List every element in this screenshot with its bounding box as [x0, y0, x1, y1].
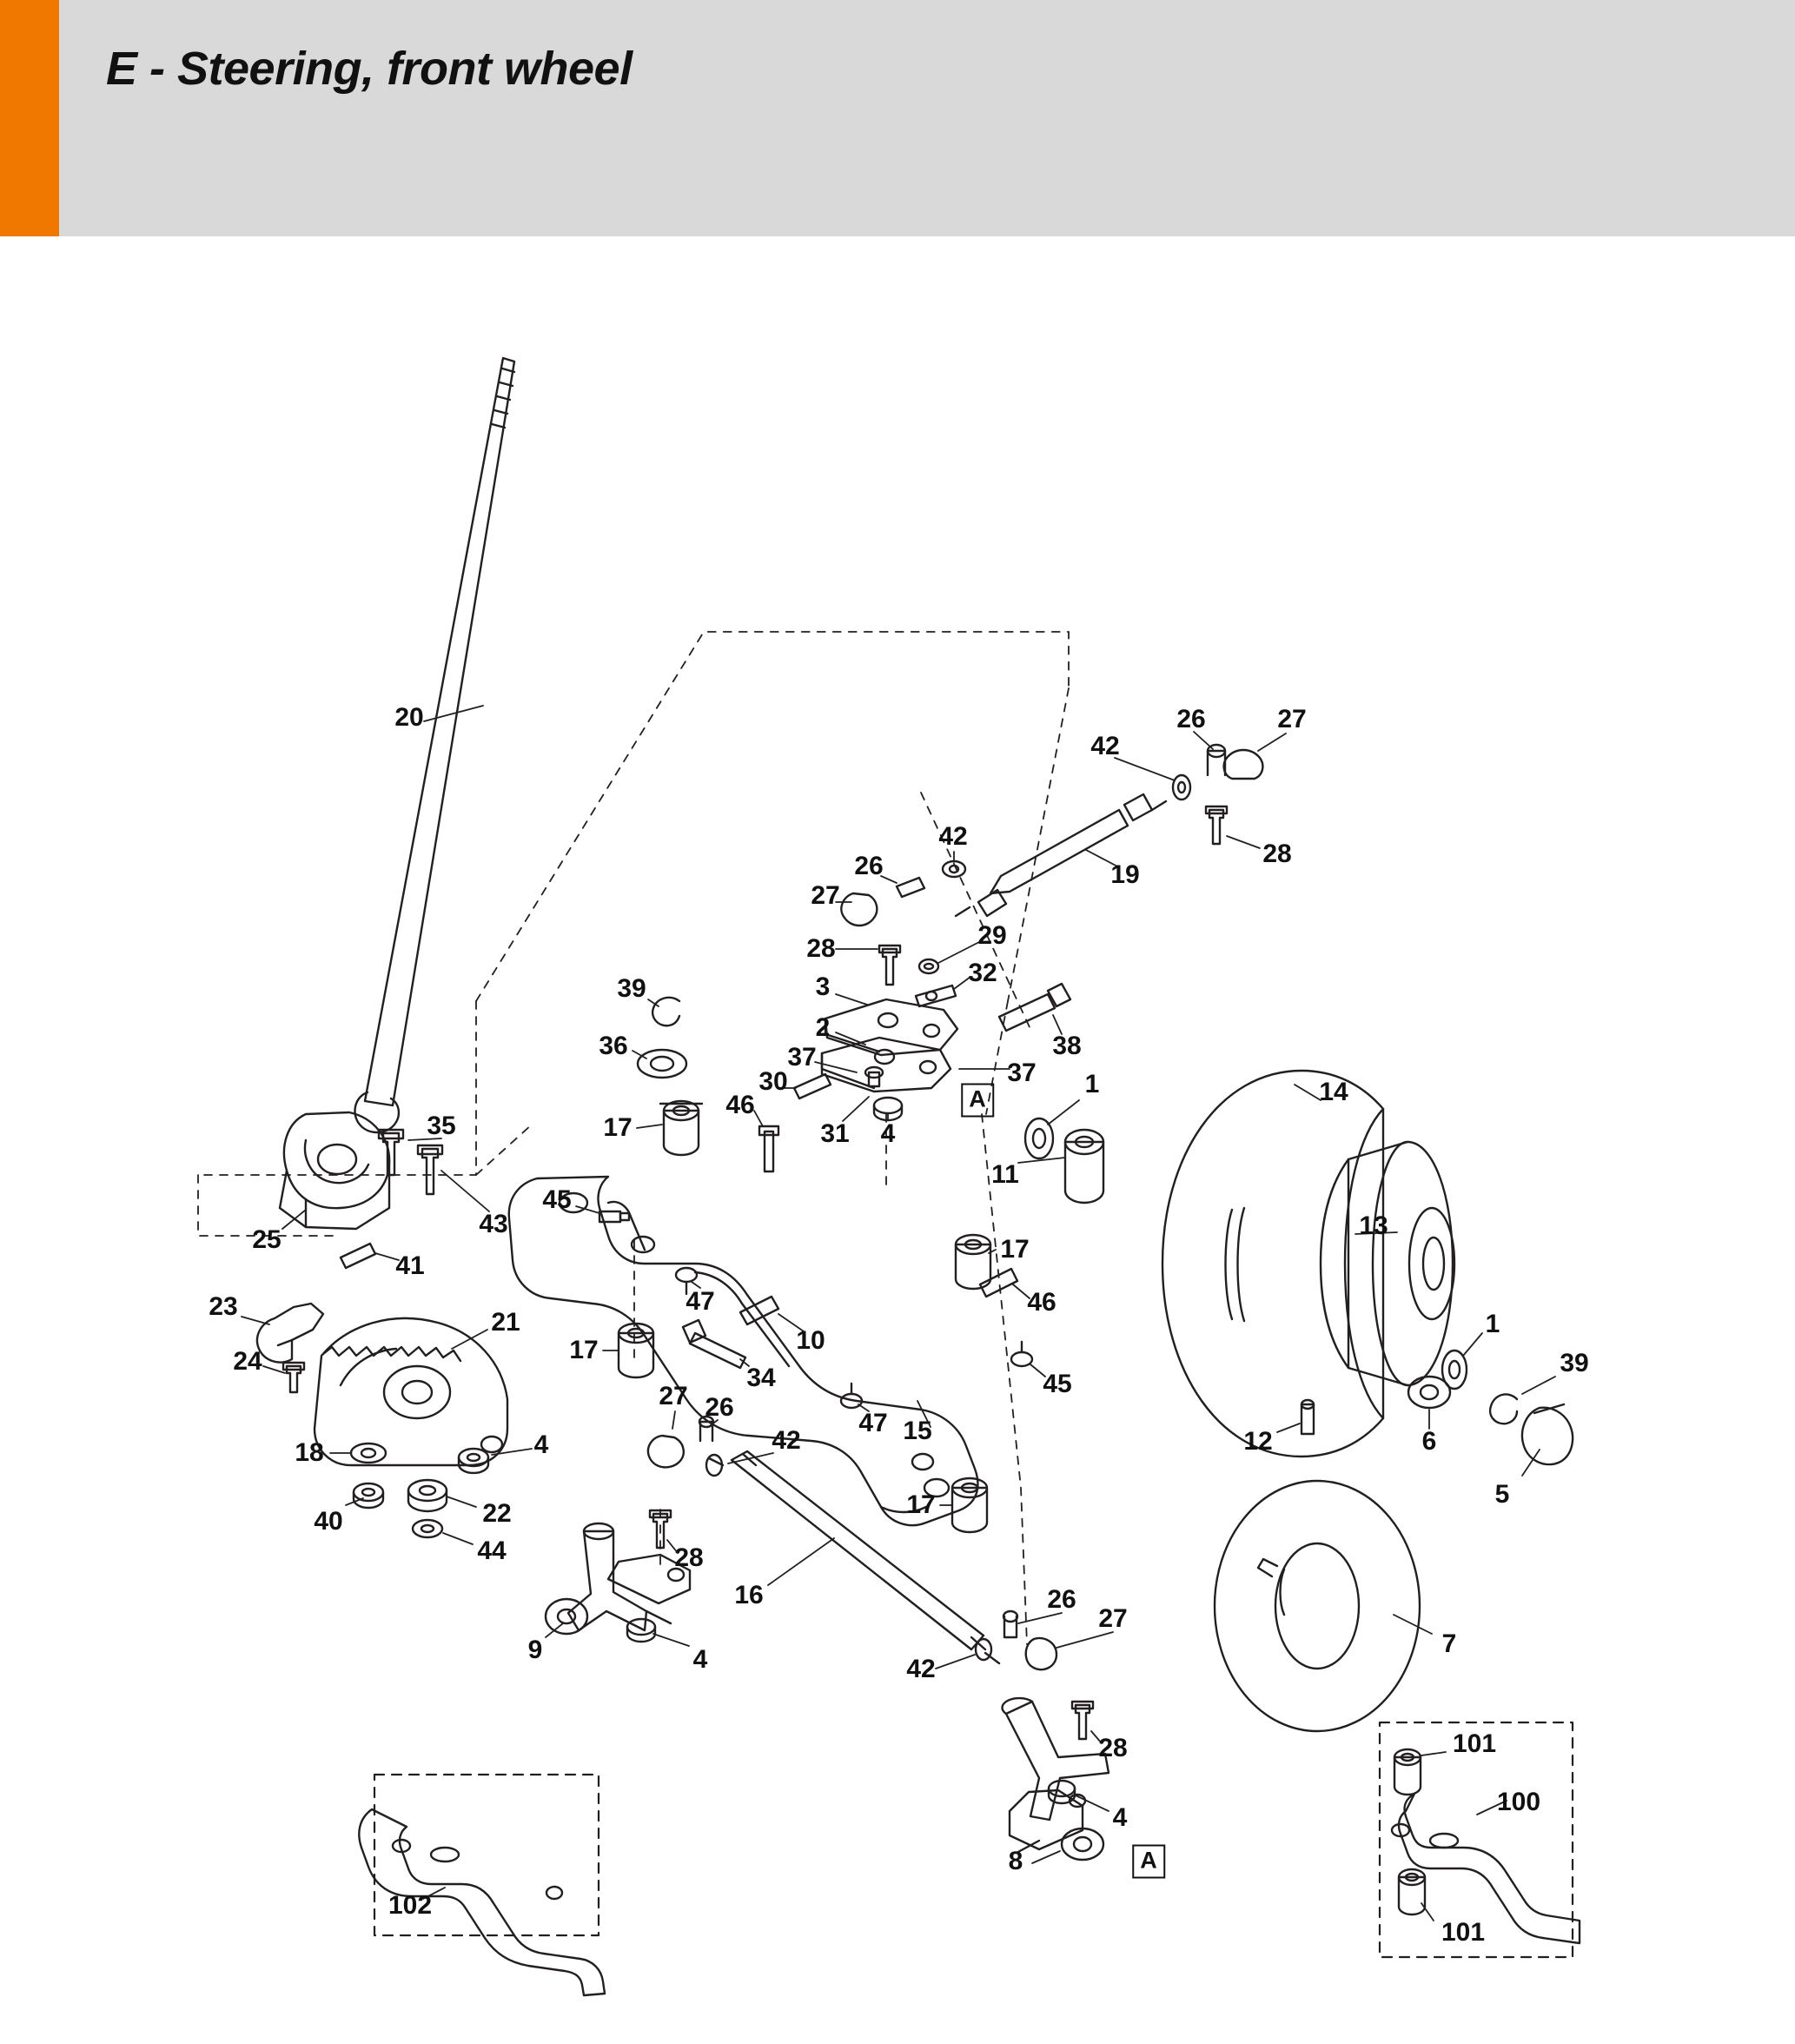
callout-43: 43 — [479, 1210, 508, 1238]
callout-1-b: 1 — [1485, 1310, 1500, 1338]
leader-31 — [843, 1097, 869, 1121]
leader-24 — [263, 1366, 285, 1373]
part-42-washer-c — [706, 1455, 722, 1476]
callout-47-a: 47 — [686, 1287, 715, 1316]
callout-31: 31 — [820, 1119, 850, 1148]
part-38-bolt — [999, 984, 1070, 1031]
callout-4-d: 4 — [1112, 1803, 1128, 1832]
leader-16 — [768, 1538, 834, 1585]
leader-23 — [242, 1317, 269, 1324]
callout-42-c: 42 — [772, 1426, 801, 1455]
section-marker-a-2: A — [1132, 1845, 1165, 1879]
parts-diagram — [0, 236, 1795, 2044]
callout-34: 34 — [746, 1364, 776, 1392]
callout-28-c: 28 — [674, 1543, 704, 1572]
callout-4-c: 4 — [692, 1645, 708, 1674]
leader-27d — [1056, 1632, 1113, 1648]
assembly-reference-outline — [198, 632, 1072, 1644]
leader-8 — [1032, 1851, 1060, 1863]
part-19-tie-rod — [956, 794, 1166, 916]
callout-101-b: 101 — [1441, 1918, 1486, 1947]
callout-39-a: 39 — [617, 974, 646, 1003]
leader-101a — [1421, 1752, 1446, 1755]
callout-20: 20 — [394, 703, 424, 732]
callout-2: 2 — [815, 1013, 831, 1042]
callout-12: 12 — [1243, 1427, 1273, 1456]
leader-42d — [936, 1655, 975, 1669]
part-42-washer-a — [1173, 775, 1190, 800]
callout-19: 19 — [1110, 860, 1140, 889]
part-30-screw — [794, 1074, 831, 1098]
callout-45-a: 45 — [542, 1185, 572, 1214]
leader-21 — [452, 1330, 487, 1349]
leader-27a — [1258, 733, 1286, 751]
section-marker-a-1: A — [961, 1084, 994, 1118]
callout-25: 25 — [252, 1225, 282, 1254]
leader-20 — [424, 706, 483, 721]
part-101-bushing-bottom — [1399, 1869, 1425, 1915]
part-20-steering-shaft — [354, 358, 514, 1132]
leader-26b — [881, 876, 897, 883]
part-26-ballstud-b — [897, 878, 924, 897]
callout-32: 32 — [968, 959, 997, 987]
part-31-nut — [865, 1067, 883, 1086]
part-17-bushing-c — [619, 1324, 653, 1377]
part-101-bushing-top — [1394, 1749, 1421, 1795]
part-2-plate — [822, 1038, 950, 1092]
leader-46a — [754, 1111, 763, 1126]
part-26-ballstud-d — [1003, 1611, 1017, 1637]
callout-102: 102 — [387, 1891, 433, 1920]
callout-24: 24 — [233, 1347, 262, 1376]
callout-26-d: 26 — [1047, 1585, 1076, 1614]
callout-15: 15 — [903, 1417, 932, 1445]
part-8-spindle — [1003, 1698, 1109, 1860]
callout-47-b: 47 — [858, 1409, 888, 1437]
leader-43 — [441, 1171, 489, 1211]
callout-17-c: 17 — [569, 1336, 599, 1364]
callout-41: 41 — [395, 1251, 425, 1280]
leader-22 — [447, 1496, 476, 1507]
part-18-washer — [351, 1443, 386, 1463]
leader-17a — [637, 1125, 662, 1128]
callout-27-a: 27 — [1277, 705, 1307, 733]
callout-27-d: 27 — [1098, 1604, 1128, 1633]
callout-5: 5 — [1494, 1480, 1510, 1509]
part-45-grease-nipple-b — [1011, 1342, 1032, 1366]
diagram-artwork — [0, 236, 1795, 2044]
callout-29: 29 — [977, 921, 1007, 950]
callout-14: 14 — [1319, 1078, 1348, 1106]
part-46-screw-a — [759, 1126, 778, 1171]
leader-44 — [443, 1533, 473, 1544]
part-28-bolt-right — [1206, 806, 1227, 844]
part-27-cap-c — [648, 1436, 684, 1467]
callout-39-b: 39 — [1560, 1349, 1589, 1377]
callout-8: 8 — [1008, 1847, 1023, 1875]
callout-11: 11 — [991, 1160, 1019, 1189]
part-4-nut-left2 — [627, 1619, 655, 1642]
callout-37-a: 37 — [1007, 1058, 1037, 1087]
part-27-cap-a — [1224, 750, 1263, 779]
part-6-washer — [1408, 1377, 1450, 1408]
callout-18: 18 — [295, 1438, 324, 1467]
header-accent-bar — [0, 0, 59, 236]
callout-16: 16 — [734, 1581, 764, 1609]
part-28-bolt-upper — [879, 946, 900, 985]
callout-17-b: 17 — [1000, 1235, 1030, 1264]
part-28-bolt-spindle — [1072, 1702, 1093, 1739]
part-23-clamp — [257, 1304, 323, 1363]
part-12-grease-nipple — [1302, 1400, 1314, 1434]
leader-3 — [836, 994, 867, 1005]
callout-23: 23 — [209, 1292, 238, 1321]
callout-44: 44 — [477, 1536, 507, 1565]
leader-1b — [1463, 1333, 1482, 1356]
leader-12 — [1277, 1424, 1300, 1432]
part-25-bracket — [280, 1112, 389, 1229]
part-11-spacer — [1065, 1130, 1103, 1203]
part-40-nut — [354, 1483, 383, 1508]
part-39-clip-a — [652, 998, 679, 1025]
part-22-bushing — [408, 1480, 447, 1511]
part-43-screw — [418, 1145, 442, 1194]
callout-42-a: 42 — [1090, 732, 1120, 760]
callout-17-a: 17 — [603, 1113, 633, 1142]
leader-26a — [1194, 732, 1213, 749]
part-34-screw — [683, 1320, 745, 1368]
part-5-hub-cap — [1522, 1404, 1573, 1464]
callout-7: 7 — [1441, 1629, 1457, 1658]
part-29-washer — [919, 959, 938, 973]
leader-7 — [1394, 1615, 1432, 1634]
callout-28-a: 28 — [1262, 840, 1292, 868]
leader-39b — [1522, 1377, 1555, 1394]
callout-10: 10 — [796, 1326, 825, 1355]
leader-26d — [1018, 1613, 1062, 1623]
callout-36: 36 — [599, 1032, 628, 1060]
callout-4-b: 4 — [533, 1430, 549, 1459]
leader-4c — [653, 1634, 689, 1646]
leader-28a — [1227, 836, 1260, 848]
part-39-clip-b — [1490, 1394, 1517, 1424]
callout-6: 6 — [1421, 1427, 1437, 1456]
callout-22: 22 — [482, 1499, 512, 1528]
callout-26-b: 26 — [854, 852, 884, 880]
part-100-axle-variant — [1392, 1794, 1580, 1943]
callout-17-d: 17 — [906, 1490, 936, 1519]
leader-27c — [672, 1411, 675, 1429]
callout-21: 21 — [491, 1308, 520, 1337]
callout-1-a: 1 — [1084, 1070, 1100, 1098]
callout-27-b: 27 — [811, 881, 840, 910]
callout-3: 3 — [815, 972, 831, 1001]
part-24-bolt — [283, 1363, 304, 1392]
part-4-nut-left — [459, 1449, 488, 1473]
part-7-inner-tube — [1215, 1481, 1420, 1731]
part-14-tyre — [1162, 1071, 1383, 1457]
leader-1a — [1048, 1100, 1079, 1125]
part-27-cap-b — [841, 893, 877, 926]
callout-27-c: 27 — [659, 1382, 688, 1410]
part-41-pin — [341, 1244, 375, 1268]
part-44-washer — [413, 1520, 442, 1537]
part-27-cap-d — [1026, 1638, 1056, 1669]
callout-35: 35 — [427, 1112, 456, 1140]
callout-38: 38 — [1052, 1032, 1082, 1060]
leader-4d — [1076, 1795, 1109, 1811]
callout-4-a: 4 — [880, 1119, 896, 1148]
callout-45-b: 45 — [1043, 1370, 1072, 1398]
callout-26-c: 26 — [705, 1393, 734, 1422]
callout-30: 30 — [758, 1067, 788, 1096]
callout-40: 40 — [314, 1507, 343, 1536]
callout-100: 100 — [1496, 1788, 1541, 1816]
callout-42-d: 42 — [906, 1655, 936, 1683]
leader-14 — [1295, 1085, 1321, 1100]
callout-28-d: 28 — [1098, 1734, 1128, 1762]
part-17-bushing-a — [660, 1101, 702, 1155]
part-26-ballstud-a — [1208, 745, 1225, 775]
page-title: E - Steering, front wheel — [106, 43, 633, 95]
part-21-sector-gear — [315, 1318, 507, 1465]
callout-9: 9 — [527, 1636, 543, 1664]
callout-26-a: 26 — [1176, 705, 1206, 733]
callout-28-b: 28 — [806, 934, 836, 963]
page-header — [0, 0, 1795, 236]
callout-46-b: 46 — [1027, 1288, 1056, 1317]
callout-37-b: 37 — [787, 1043, 817, 1072]
callout-13: 13 — [1359, 1211, 1388, 1240]
part-36-washer — [638, 1050, 686, 1078]
callout-101-a: 101 — [1452, 1729, 1497, 1758]
part-13-rim — [1321, 1142, 1454, 1385]
callout-46-a: 46 — [725, 1091, 755, 1119]
part-42-washer-d — [976, 1639, 991, 1660]
part-32-clip — [916, 986, 956, 1006]
callout-42-b: 42 — [938, 822, 968, 851]
leader-42a — [1115, 758, 1175, 780]
